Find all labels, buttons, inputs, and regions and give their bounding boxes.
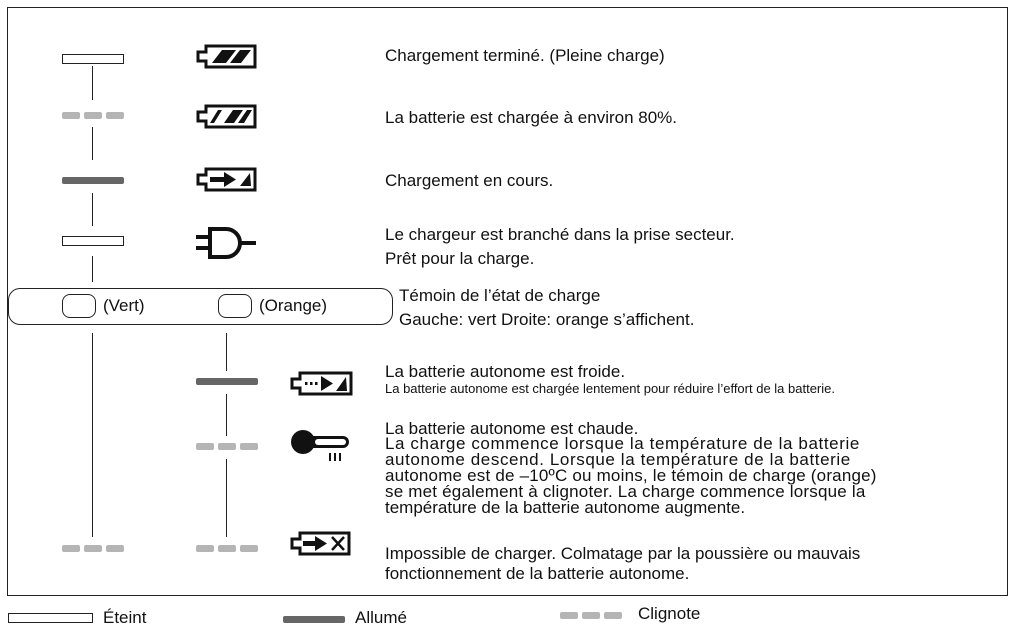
connector-line [92,256,93,282]
status-text: Impossible de charger. Colmatage par la poussière ou mauvais [385,544,861,563]
indicator-title: Témoin de l’état de charge [399,286,601,305]
indicator-subtitle: Gauche: vert Droite: orange s’affichent. [399,310,695,329]
battery-full-icon [196,44,258,70]
connector-line [92,66,93,100]
indicator-blinking [62,545,124,552]
legend-on-swatch [283,616,345,623]
thermometer-hot-icon [290,428,354,464]
status-text: La batterie autonome est froide. [385,362,626,381]
indicator-off [62,236,124,246]
legend-off-swatch [8,613,93,623]
legend-on-label: Allumé [355,608,407,627]
legend-off-label: Éteint [103,608,147,627]
status-text: La batterie est chargée à environ 80%. [385,108,678,127]
status-detail: La charge commence lorsque la température de la batterie [385,434,860,453]
orange-lamp-label: (Orange) [259,296,328,315]
status-text: Chargement terminé. (Pleine charge) [385,46,665,65]
green-lamp [62,294,96,318]
status-detail: température de la batterie autonome augmente. [385,498,746,517]
status-text: fonctionnement de la batterie autonome. [385,564,690,583]
connector-line [226,333,227,371]
charge-indicator-panel [8,288,393,325]
connector-line [92,193,93,226]
green-lamp-label: (Vert) [103,296,145,315]
status-detail: se met également à clignoter. La charge commence lorsque la [385,482,866,501]
indicator-on [196,378,258,385]
status-text: Prêt pour la charge. [385,249,535,268]
indicator-blinking [196,443,258,450]
battery-charging-icon [196,167,258,193]
connector-line [92,333,93,537]
battery-80-icon [196,104,258,130]
status-detail: autonome est de –10ºC ou moins, le témoin de charge (orange) [385,466,877,485]
connector-line [226,459,227,537]
status-text: Le chargeur est branché dans la prise secteur. [385,225,735,244]
connector-line [92,127,93,160]
indicator-blinking [62,112,124,119]
connector-line [226,394,227,436]
status-detail: La batterie autonome est chargée lentement pour réduire l’effort de la batterie. [385,381,835,396]
legend-blink-label: Clignote [638,604,701,623]
status-text: Chargement en cours. [385,171,554,190]
plug-icon [196,226,258,260]
status-detail: autonome descend. Lorsque la température de la batterie [385,450,851,469]
status-text: La batterie autonome est chaude. [385,419,639,438]
battery-error-icon [290,531,352,557]
orange-lamp [218,294,252,318]
battery-cold-icon [290,371,354,397]
indicator-on [62,177,124,184]
indicator-off [62,54,124,64]
indicator-blinking [196,545,258,552]
legend-blink-swatch [560,612,622,619]
